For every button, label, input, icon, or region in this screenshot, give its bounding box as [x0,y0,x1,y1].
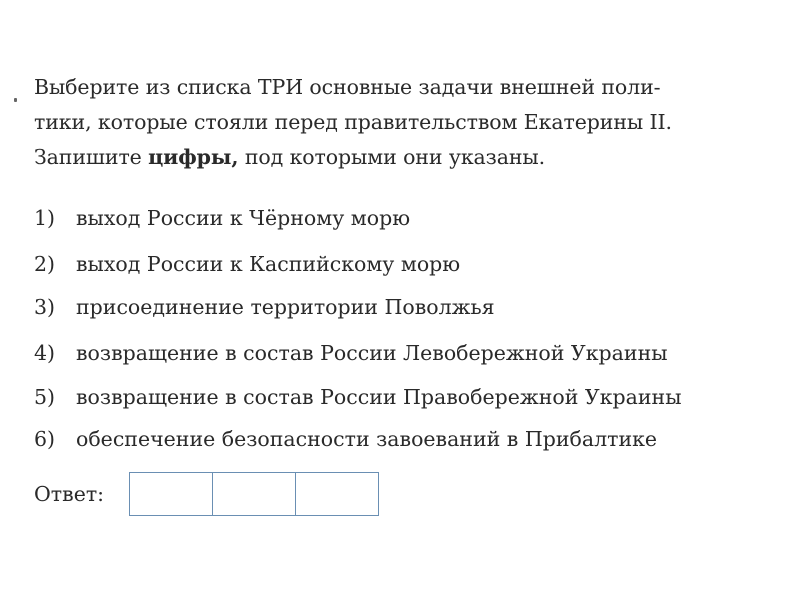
question-line-3-suffix: под которыми они указаны. [238,145,546,169]
option-number: 4) [34,341,56,365]
option-2 [34,249,460,279]
option-text: возвращение в состав России Правобережной Украины [76,385,682,409]
question-line-2: тики, которые стояли перед правительством Екатерины II. [34,110,672,134]
question-line-3 [34,140,774,175]
question-line-1: Выберите из списка ТРИ основные задачи внешней поли- [34,75,661,99]
question-emphasis: цифры, [148,145,239,169]
option-5 [34,382,682,412]
option-3 [34,292,495,322]
answer-boxes [129,472,379,516]
option-text: обеспечение безопасности завоеваний в Прибалтике [76,427,658,451]
answer-cell-3[interactable] [296,473,378,515]
question-text [34,70,774,175]
option-4 [34,338,668,368]
question-line-3-prefix: Запишите [34,145,149,169]
answer-label: Ответ: [34,482,105,506]
option-text: возвращение в состав России Левобережной Украины [76,341,668,365]
option-number: 5) [34,385,56,409]
answer-cell-1[interactable] [130,473,213,515]
option-text: выход России к Каспийскому морю [76,252,461,276]
option-number: 2) [34,252,56,276]
option-6 [34,424,657,454]
option-number: 6) [34,427,56,451]
option-number: 1) [34,206,56,230]
option-text: выход России к Чёрному морю [76,206,411,230]
stray-mark [14,98,17,102]
option-text: присоединение территории Поволжья [76,295,495,319]
option-number: 3) [34,295,56,319]
option-1 [34,203,410,233]
answer-cell-2[interactable] [213,473,296,515]
